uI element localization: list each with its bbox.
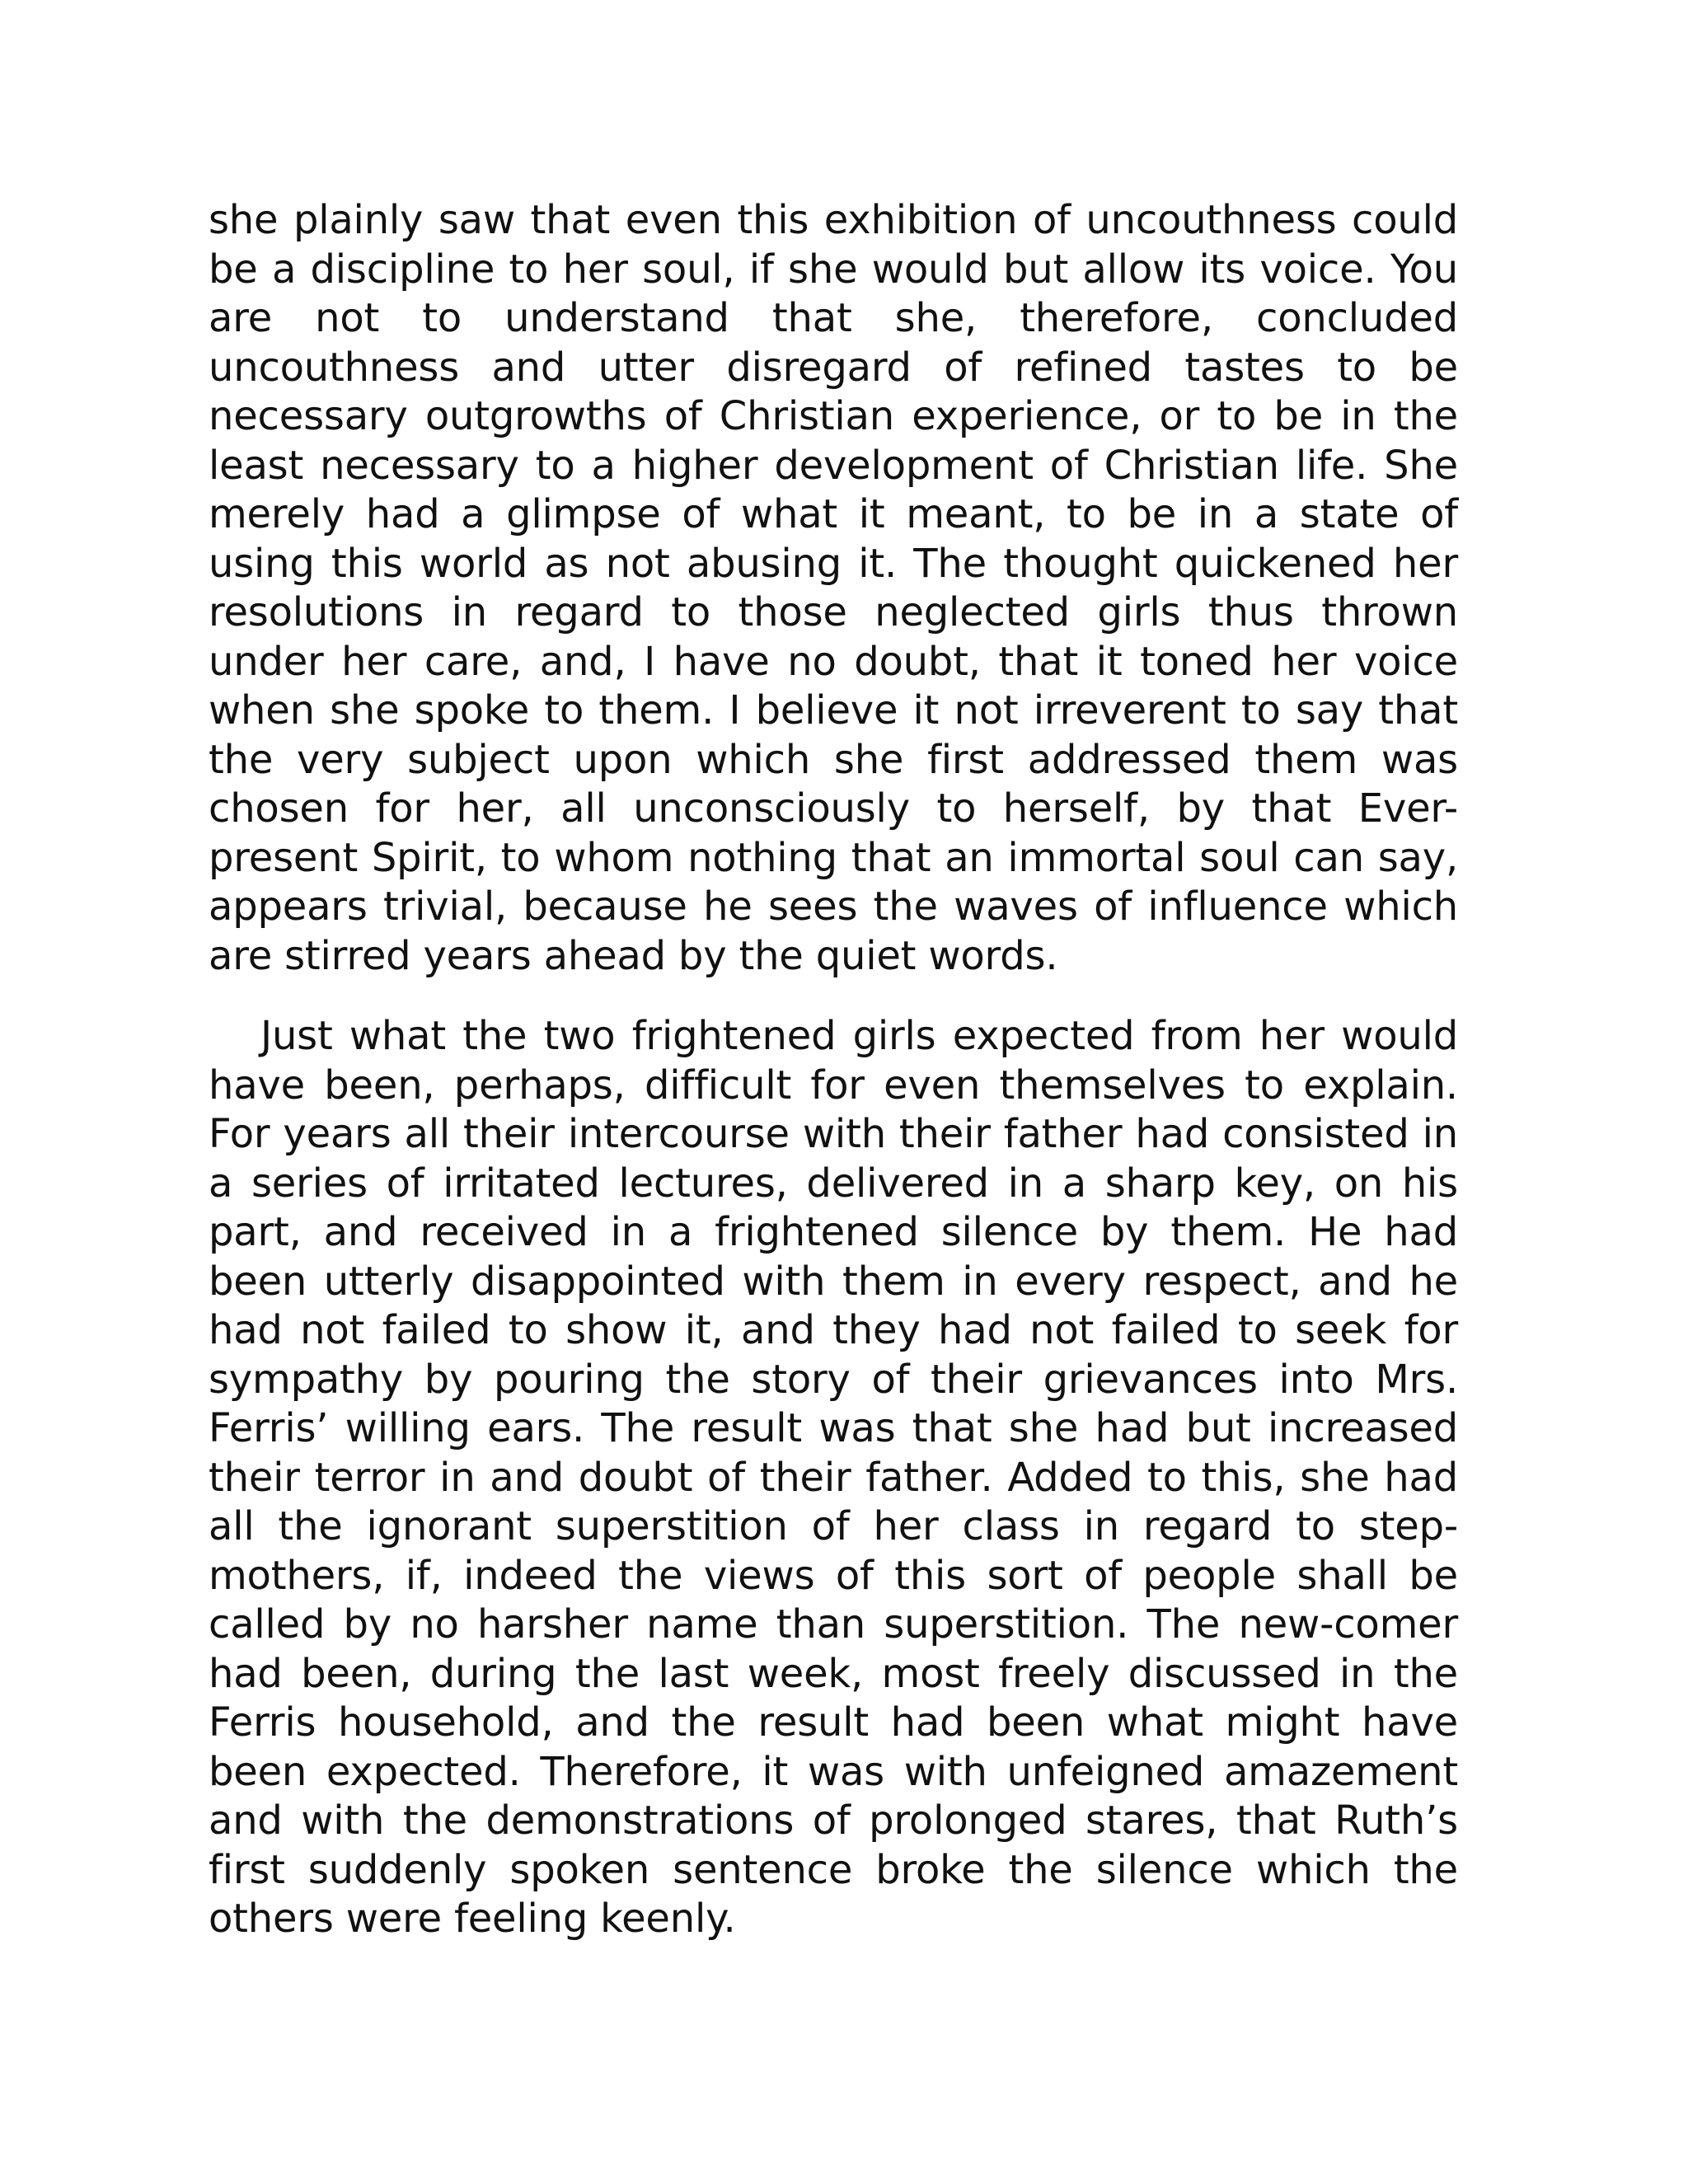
paragraph-body: Just what the two frightened girls expected from her would have been, perhaps, difficult for even themselves to explain. For years all their intercourse with their father had consisted in a series of irritated lectures, delivered in a sharp key, on his part, and received in a frightened silence by them. He had been utterly disappointed with them in every respect, and he had not failed to show it, and they had not failed to seek for sympathy by pouring the story of their grievances into Mrs. Ferris’ willing ears. The result was that she had but increased their terror in and doubt of their father. Added to this, she had all the ignorant superstition of her class in regard to step-mothers, if, indeed the views of this sort of people shall be called by no harsher name than superstition. The new-comer had been, during the last week, most freely discussed in the Ferris household, and the result had been what might have been expected. Therefore, it was with unfeigned amazement and with the demonstrations of prolonged stares, that Ruth’s first suddenly spoken sentence broke the silence which the others were feeling keenly.: [209, 1013, 1458, 1942]
document-page: [209, 196, 1458, 1944]
paragraph-continuation: she plainly saw that even this exhibition of uncouthness could be a discipline to her soul, if she would but allow its voice. You are not to understand that she, therefore, concluded uncouthness and utter disregard of refined tastes to be necessary outgrowths of Christian experience, or to be in the least necessary to a higher development of Christian life. She merely had a glimpse of what it meant, to be in a state of using this world as not abusing it. The thought quickened her resolutions in regard to those neglected girls thus thrown under her care, and, I have no doubt, that it toned her voice when she spoke to them. I believe it not irreverent to say that the very subject upon which she first addressed them was chosen for her, all unconsciously to herself, by that Ever-present Spirit, to whom nothing that an immortal soul can say, appears trivial, because he sees the waves of influence which are stirred years ahead by the quiet words.: [209, 197, 1458, 979]
